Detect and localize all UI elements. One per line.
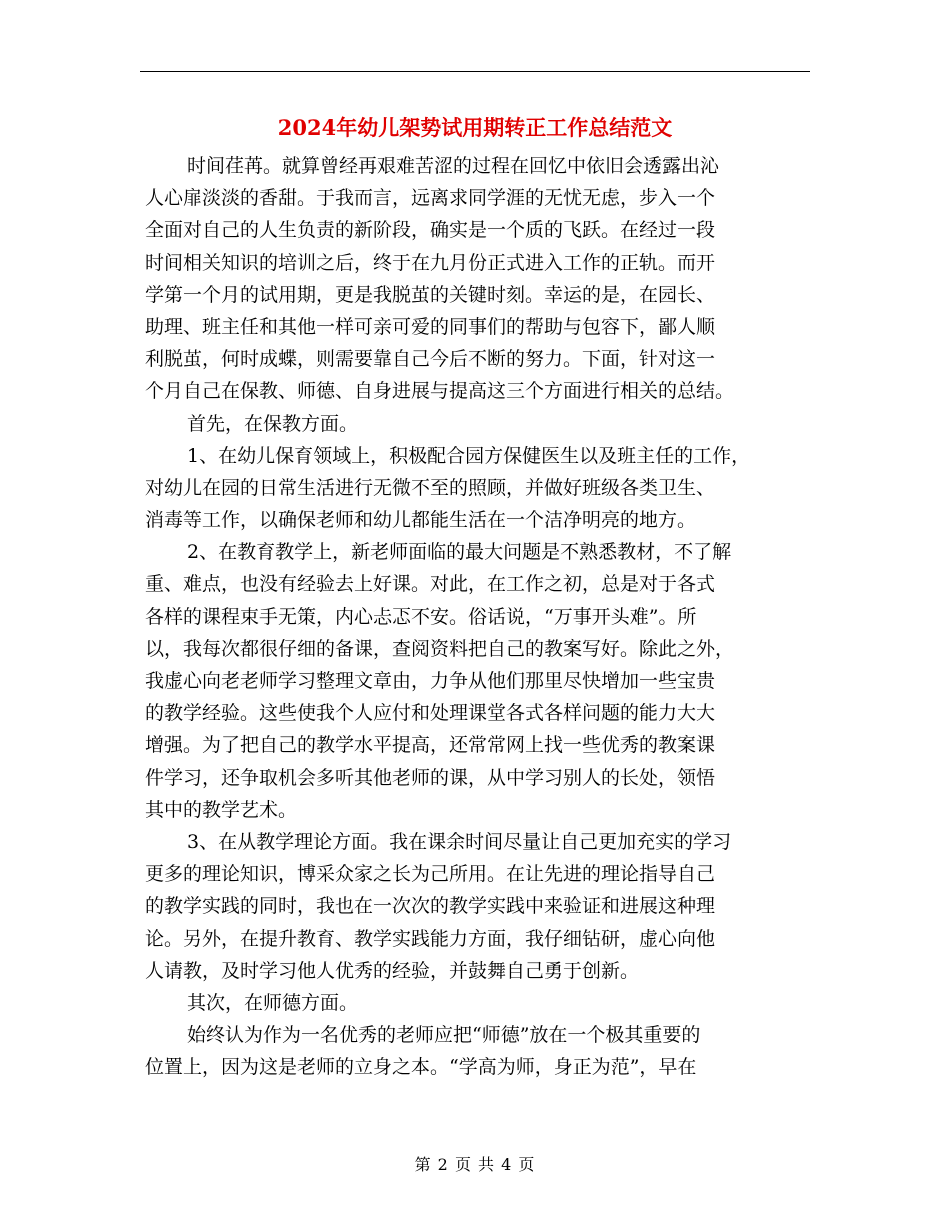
text-line: 的教学实践的同时，我也在一次次的教学实践中来验证和进展这种理 — [145, 895, 716, 918]
text-line: 以，我每次都很仔细的备课，查阅资料把自己的教案写好。除此之外， — [145, 637, 735, 660]
text-line: 人请教，及时学习他人优秀的经验，并鼓舞自己勇于创新。 — [145, 959, 640, 982]
text-line: 助理、班主任和其他一样可亲可爱的同事们的帮助与包容下，鄙人顺 — [145, 315, 716, 338]
text-line: 学第一个月的试用期，更是我脱茧的关键时刻。幸运的是，在园长、 — [145, 283, 716, 306]
text-line: 的教学经验。这些使我个人应付和处理课堂各式各样问题的能力大大 — [145, 702, 716, 725]
text-line: 3、在从教学理论方面。我在课余时间尽量让自己更加充实的学习 — [187, 830, 732, 853]
text-line: 对幼儿在园的日常生活进行无微不至的照顾，并做好班级各类卫生、 — [145, 476, 716, 499]
text-line: 利脱茧，何时成蝶，则需要靠自己今后不断的努力。下面，针对这一 — [145, 348, 716, 371]
text-line: 2、在教育教学上，新老师面临的最大问题是不熟悉教材，不了解 — [187, 541, 732, 564]
document-title: 2024年幼儿架势试用期转正工作总结范文 — [277, 115, 673, 140]
text-line: 我虚心向老老师学习整理文章由，力争从他们那里尽快增加一些宝贵 — [145, 670, 716, 692]
page-number: 第 2 页 共 4 页 — [414, 1155, 536, 1174]
text-line: 增强。为了把自己的教学水平提高，还常常网上找一些优秀的教案课 — [145, 734, 716, 757]
text-line: 消毒等工作，以确保老师和幼儿都能生活在一个洁净明亮的地方。 — [145, 509, 697, 532]
text-line: 其次，在师德方面。 — [187, 991, 359, 1014]
text-line: 人心扉淡淡的香甜。于我而言，远离求同学涯的无忧无虑，步入一个 — [145, 187, 716, 210]
text-line: 时间相关知识的培训之后，终于在九月份正式进入工作的正轨。而开 — [145, 251, 716, 274]
text-line: 各样的课程束手无策，内心忐忑不安。俗话说，“万事开头难”。所 — [145, 605, 697, 628]
text-line: 更多的理论知识，博采众家之长为己所用。在让先进的理论指导自己 — [145, 863, 716, 886]
text-line: 论。另外，在提升教育、教学实践能力方面，我仔细钻研，虚心向他 — [145, 927, 716, 950]
header-rule — [140, 71, 810, 72]
text-line: 全面对自己的人生负责的新阶段，确实是一个质的飞跃。在经过一段 — [145, 219, 716, 242]
document-body — [145, 150, 815, 1083]
text-line: 1、在幼儿保育领域上，积极配合园方保健医生以及班主任的工作， — [187, 444, 751, 467]
text-line: 首先，在保教方面。 — [187, 412, 359, 435]
text-line: 重、难点，也没有经验去上好课。对此，在工作之初，总是对于各式 — [145, 573, 716, 596]
text-line: 时间荏苒。就算曾经再艰难苦涩的过程在回忆中依旧会透露出沁 — [187, 155, 720, 177]
text-line: 个月自己在保教、师德、自身进展与提高这三个方面进行相关的总结。 — [145, 380, 735, 403]
text-line: 位置上，因为这是老师的立身之本。“学高为师，身正为范”，早在 — [145, 1056, 697, 1079]
text-line: 始终认为作为一名优秀的老师应把“师德”放在一个极其重要的 — [187, 1024, 701, 1047]
text-line: 件学习，还争取机会多听其他老师的课，从中学习别人的长处，领悟 — [145, 766, 716, 789]
text-line: 其中的教学艺术。 — [145, 798, 298, 821]
